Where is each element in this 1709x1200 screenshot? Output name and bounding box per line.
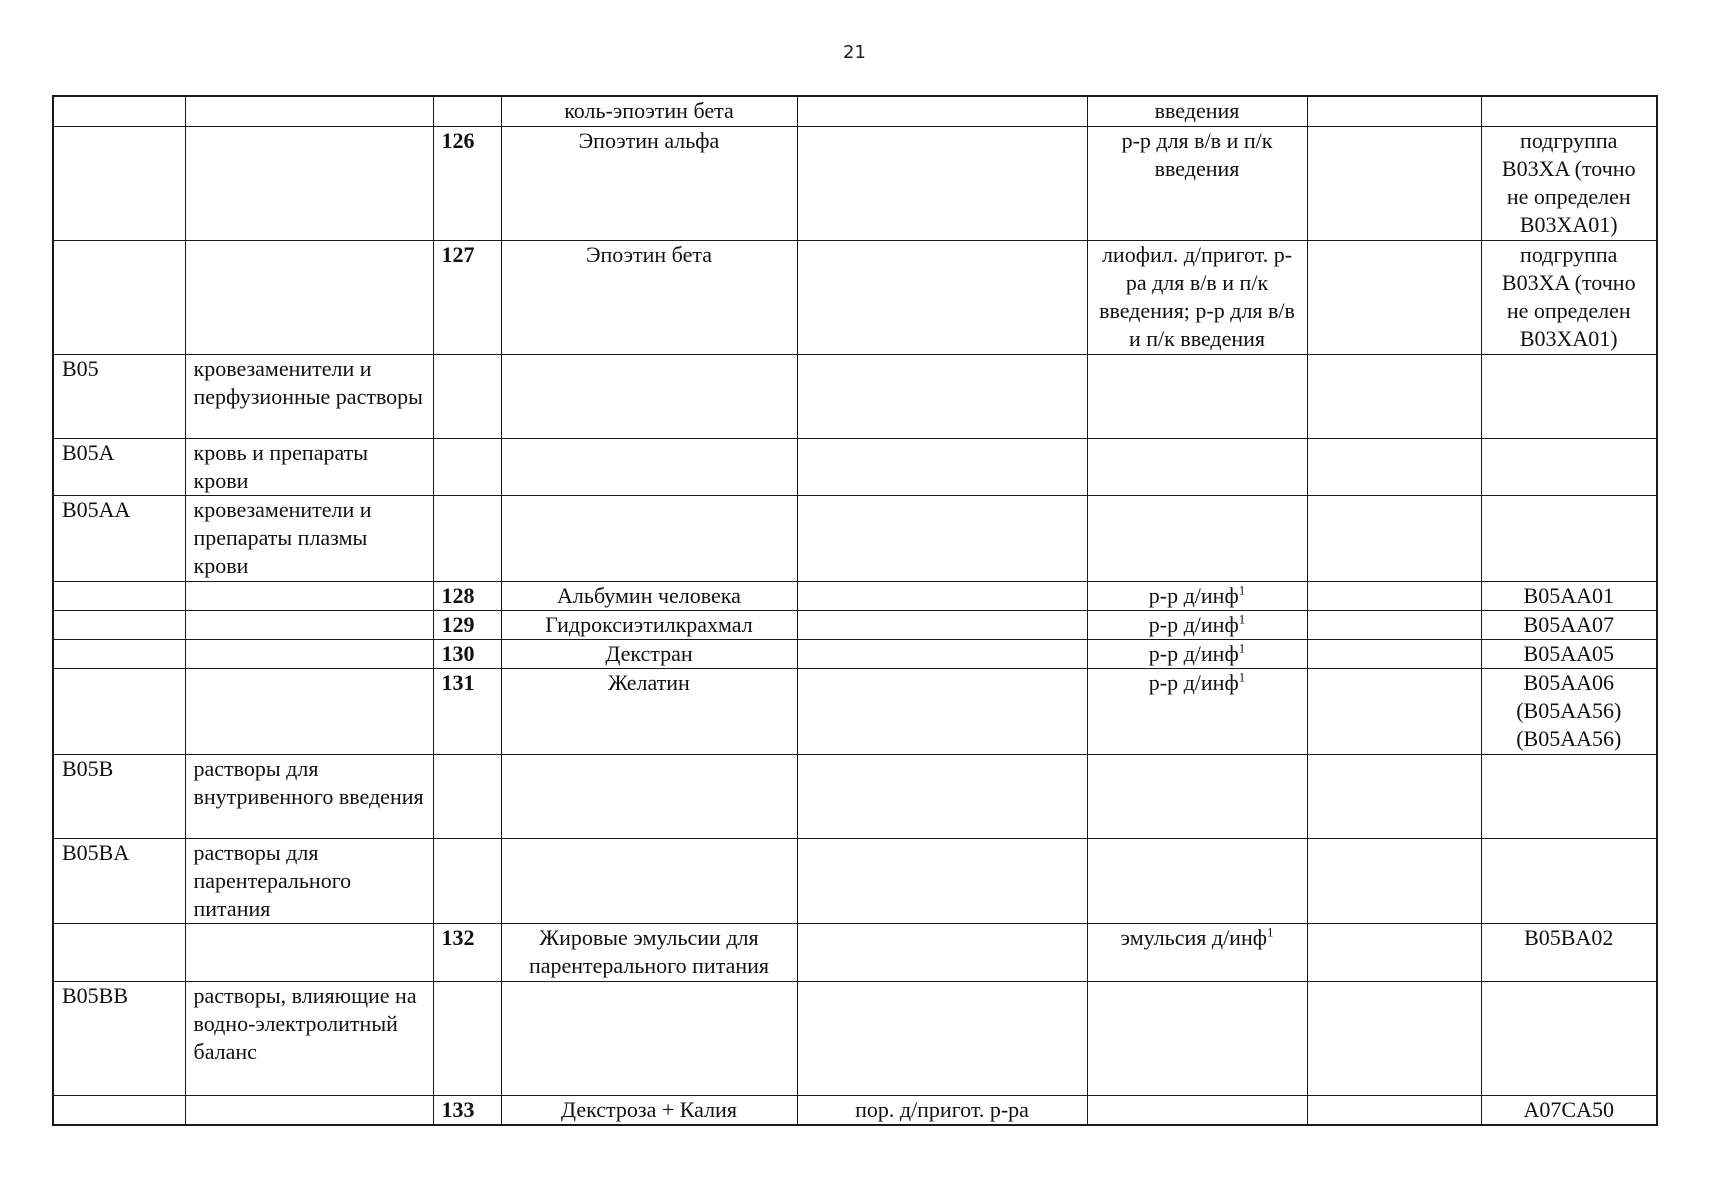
empty-cell [1307,1095,1481,1125]
empty-cell [1307,668,1481,754]
footnote-marker: 1 [1238,582,1246,598]
dosage-form [1087,668,1307,754]
item-number [433,838,501,923]
table-row [53,438,1657,495]
item-number [433,96,501,126]
atc-code [1481,1095,1657,1125]
dosage-form [1087,126,1307,240]
atc-group-code-text: B05BA [62,839,130,865]
trade-form-cell [797,581,1087,610]
atc-code-text: B05AA06 (B05AA56) (B05AA56) [1516,669,1622,751]
trade-form-cell [797,754,1087,838]
atc-group-code-text: B05A [62,439,115,465]
atc-group-code [53,240,185,354]
atc-code [1481,639,1657,668]
dosage-form [1087,923,1307,981]
dosage-form-text: введения [1154,98,1240,123]
atc-code-text: подгруппа B03XA (точно не определен B03XA01) [1501,127,1636,237]
atc-code [1481,981,1657,1095]
drug-name [501,1095,797,1125]
empty-cell [1307,838,1481,923]
footnote-marker: 1 [1238,611,1246,627]
table-row [53,838,1657,923]
group-name [185,838,433,923]
empty-cell [1307,581,1481,610]
atc-group-code [53,438,185,495]
drug-name [501,495,797,581]
item-number-text: 130 [441,640,475,666]
atc-group-code [53,981,185,1095]
item-number [433,981,501,1095]
atc-group-code [53,923,185,981]
group-name [185,240,433,354]
trade-form-cell [797,1095,1087,1125]
table-row [53,581,1657,610]
footnote-marker: 1 [1266,924,1274,940]
trade-form-cell [797,96,1087,126]
drug-name [501,754,797,838]
footnote-marker: 1 [1238,640,1246,656]
atc-group-code [53,610,185,639]
empty-cell [1307,981,1481,1095]
drug-name-text: Гидроксиэтилкрахмал [545,611,753,637]
atc-code-text: подгруппа B03XA (точно не определен B03XA01) [1501,241,1636,351]
empty-cell [1307,96,1481,126]
dosage-form [1087,240,1307,354]
empty-cell [1307,754,1481,838]
atc-group-code-text: B05AA [62,496,131,522]
table-row [53,668,1657,754]
item-number [433,610,501,639]
group-name-text: растворы для внутривенного введения [193,755,424,809]
atc-code-text: B05AA05 [1523,640,1614,666]
drug-list-table [52,95,1658,1126]
atc-group-code-text: B05 [62,355,99,381]
drug-name [501,354,797,438]
table-row [53,639,1657,668]
dosage-form-text: р-р для в/в и п/к введения [1121,127,1273,181]
drug-name-text: Эпоэтин альфа [578,127,720,153]
dosage-form [1087,754,1307,838]
table-row [53,754,1657,838]
atc-group-code [53,581,185,610]
empty-cell [1307,639,1481,668]
drug-name [501,438,797,495]
empty-cell [1307,438,1481,495]
dosage-form [1087,438,1307,495]
empty-cell [1307,923,1481,981]
trade-form-cell [797,838,1087,923]
group-name [185,581,433,610]
group-name-text: растворы для парентерального питания [193,839,352,921]
item-number [433,754,501,838]
atc-code [1481,610,1657,639]
atc-code-text: B05BA02 [1524,924,1614,950]
group-name-text: кровезаменители и препараты плазмы крови [193,496,372,578]
atc-code [1481,838,1657,923]
atc-group-code [53,495,185,581]
atc-code-text: A07CA50 [1523,1096,1614,1122]
dosage-form-text: р-р д/инф [1148,669,1239,695]
group-name [185,438,433,495]
atc-code [1481,96,1657,126]
atc-code [1481,754,1657,838]
group-name [185,668,433,754]
drug-name [501,96,797,126]
drug-name-text: Альбумин человека [557,582,741,608]
item-number [433,240,501,354]
drug-name [501,981,797,1095]
item-number-text: 126 [441,127,475,153]
atc-code [1481,495,1657,581]
atc-code [1481,126,1657,240]
atc-code-text: B05AA07 [1523,611,1614,637]
dosage-form-text: р-р д/инф [1148,640,1239,666]
table-row [53,96,1657,126]
item-number-text: 132 [441,924,475,950]
item-number [433,668,501,754]
trade-form-cell [797,240,1087,354]
group-name [185,981,433,1095]
atc-group-code-text: B05BB [62,982,129,1008]
empty-cell [1307,610,1481,639]
atc-group-code [53,754,185,838]
table-row [53,240,1657,354]
table-row [53,981,1657,1095]
drug-name [501,923,797,981]
atc-code [1481,581,1657,610]
atc-code [1481,240,1657,354]
group-name [185,639,433,668]
atc-group-code [53,1095,185,1125]
drug-name [501,240,797,354]
dosage-form [1087,495,1307,581]
item-number [433,438,501,495]
atc-group-code [53,96,185,126]
group-name-text: кровезаменители и перфузионные растворы [193,355,423,409]
group-name-text: кровь и препараты крови [193,439,369,493]
trade-form-cell-text: пор. д/пригот. р-ра [855,1096,1029,1122]
atc-group-code-text: B05B [62,755,114,781]
item-number-text: 131 [441,669,475,695]
drug-name-text: Декстран [605,640,693,666]
group-name [185,610,433,639]
group-name [185,754,433,838]
atc-group-code [53,354,185,438]
table-row [53,923,1657,981]
group-name [185,923,433,981]
drug-name-text: Эпоэтин бета [586,241,712,267]
dosage-form [1087,354,1307,438]
dosage-form [1087,581,1307,610]
table-row [53,1095,1657,1125]
empty-cell [1307,495,1481,581]
drug-name [501,838,797,923]
dosage-form [1087,838,1307,923]
group-name [185,1095,433,1125]
empty-cell [1307,240,1481,354]
atc-code [1481,438,1657,495]
atc-code [1481,354,1657,438]
item-number [433,495,501,581]
trade-form-cell [797,668,1087,754]
table-row [53,610,1657,639]
group-name [185,96,433,126]
dosage-form-text: эмульсия д/инф [1120,924,1267,950]
trade-form-cell [797,639,1087,668]
trade-form-cell [797,981,1087,1095]
atc-group-code [53,639,185,668]
trade-form-cell [797,126,1087,240]
drug-name [501,126,797,240]
item-number [433,923,501,981]
trade-form-cell [797,438,1087,495]
drug-name-text: коль-эпоэтин бета [564,98,734,123]
empty-cell [1307,354,1481,438]
trade-form-cell [797,495,1087,581]
footnote-marker: 1 [1238,669,1246,685]
trade-form-cell [797,354,1087,438]
drug-name [501,610,797,639]
drug-name [501,639,797,668]
trade-form-cell [797,610,1087,639]
item-number-text: 127 [441,241,475,267]
dosage-form [1087,1095,1307,1125]
item-number [433,126,501,240]
item-number [433,581,501,610]
dosage-form [1087,96,1307,126]
drug-name-text: Желатин [608,669,690,695]
group-name-text: растворы, влияющие на водно-электролитный баланс [193,982,417,1064]
item-number-text: 129 [441,611,475,637]
table-row [53,354,1657,438]
item-number [433,639,501,668]
table-row [53,126,1657,240]
item-number-text: 128 [441,582,475,608]
drug-name [501,668,797,754]
item-number [433,1095,501,1125]
dosage-form [1087,610,1307,639]
table-row [53,495,1657,581]
empty-cell [1307,126,1481,240]
dosage-form-text: р-р д/инф [1148,582,1239,608]
dosage-form [1087,639,1307,668]
atc-group-code [53,126,185,240]
item-number [433,354,501,438]
group-name [185,495,433,581]
atc-code [1481,923,1657,981]
dosage-form [1087,981,1307,1095]
dosage-form-text: р-р д/инф [1148,611,1239,637]
page-number: 21 [843,42,866,63]
dosage-form-text: лиофил. д/пригот. р-ра для в/в и п/к введения; р-р для в/в и п/к введения [1099,241,1295,351]
group-name [185,126,433,240]
trade-form-cell [797,923,1087,981]
atc-code-text: B05AA01 [1523,582,1614,608]
atc-group-code [53,668,185,754]
item-number-text: 133 [441,1096,475,1122]
drug-name [501,581,797,610]
group-name [185,354,433,438]
atc-code [1481,668,1657,754]
drug-name-text: Декстроза + Калия [561,1096,737,1122]
atc-group-code [53,838,185,923]
drug-name-text: Жировые эмульсии для парентерального питания [528,924,770,978]
